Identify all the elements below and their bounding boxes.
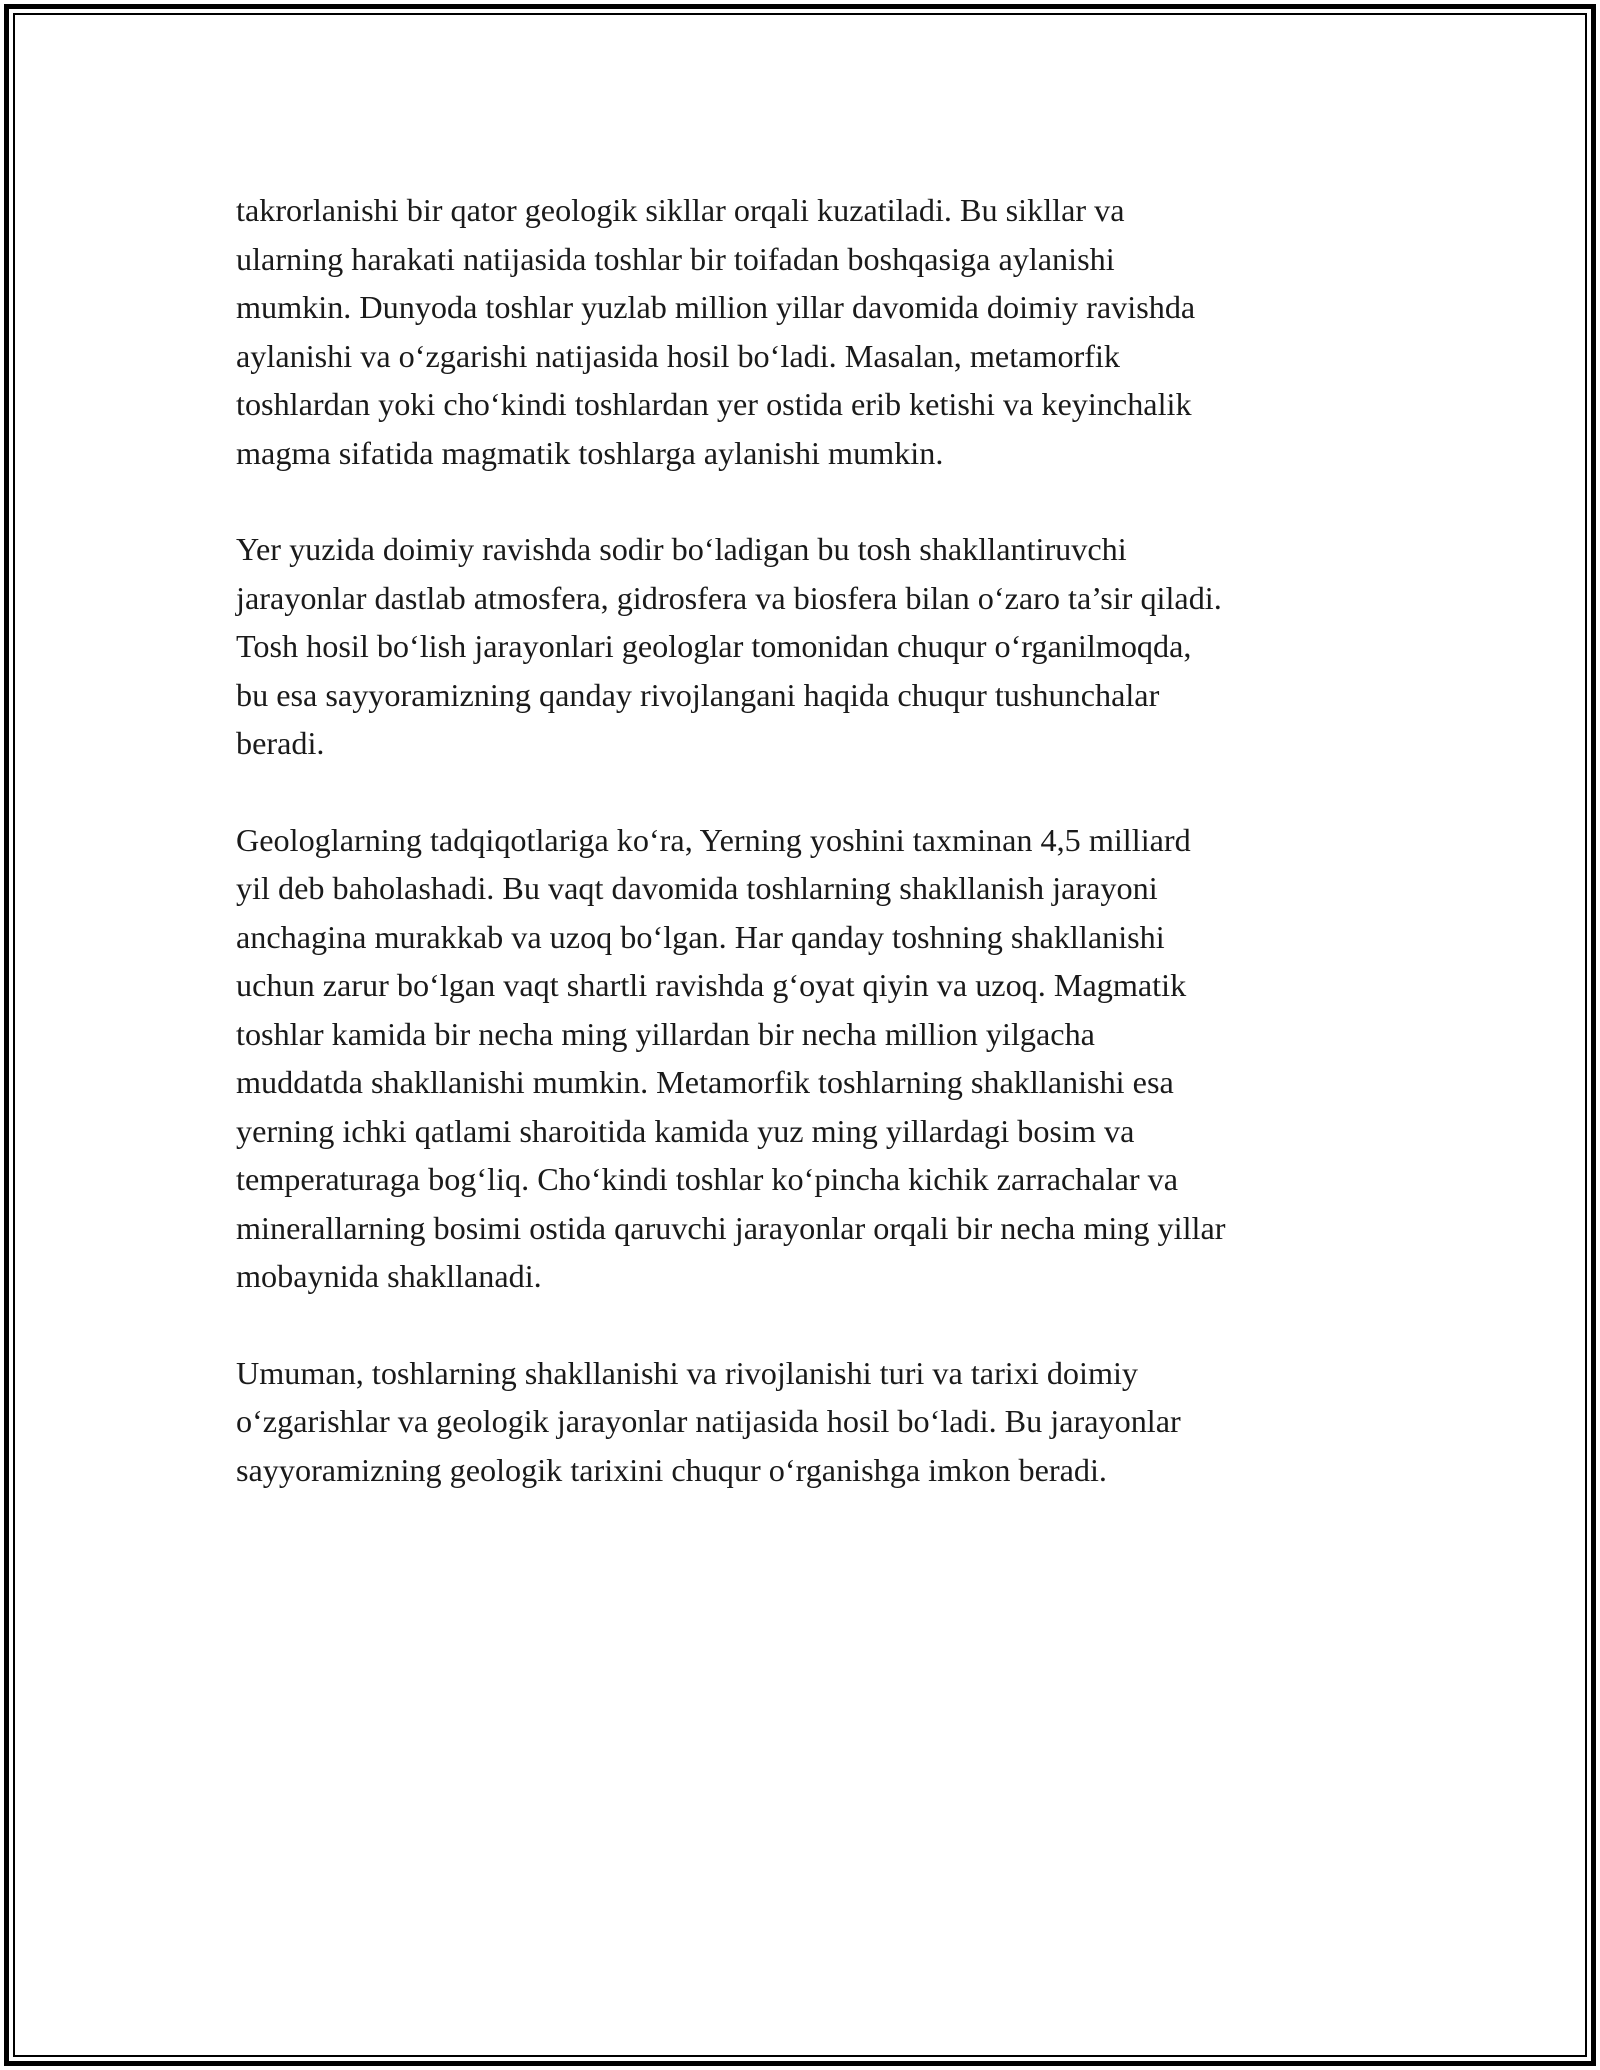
text-line: Yer yuzida doimiy ravishda sodir bo‘ladigan bu tosh shakllantiruvchi bbox=[236, 531, 1127, 567]
text-line: mumkin. Dunyoda toshlar yuzlab million yillar davomida doimiy ravishda bbox=[236, 289, 1196, 325]
text-line: o‘zgarishlar va geologik jarayonlar natijasida hosil bo‘ladi. Bu jarayonlar bbox=[236, 1403, 1181, 1439]
text-line: aylanishi va o‘zgarishi natijasida hosil bo‘ladi. Masalan, metamorfik bbox=[236, 337, 1121, 374]
document-body bbox=[236, 186, 1366, 1542]
text-line: muddatda shakllanishi mumkin. Metamorfik toshlarning shakllanishi esa bbox=[236, 1064, 1174, 1100]
text-line: Tosh hosil bo‘lish jarayonlari geologlar tomonidan chuqur o‘rganilmoqda, bbox=[236, 628, 1192, 664]
text-line: jarayonlar dastlab atmosfera, gidrosfera va biosfera bilan o‘zaro ta’sir qiladi. bbox=[236, 579, 1222, 616]
paragraph-2 bbox=[236, 525, 1366, 768]
text-line: bu esa sayyoramizning qanday rivojlangani haqida chuqur tushunchalar bbox=[236, 676, 1160, 713]
text-line: yerning ichki qatlami sharoitida kamida yuz ming yillardagi bosim va bbox=[236, 1112, 1135, 1149]
text-line: magma sifatida magmatik toshlarga aylanishi mumkin. bbox=[236, 434, 944, 471]
text-line: yil deb baholashadi. Bu vaqt davomida toshlarning shakllanish jarayoni bbox=[236, 870, 1158, 906]
text-line: sayyoramizning geologik tarixini chuqur o‘rganishga imkon beradi. bbox=[236, 1451, 1107, 1488]
paragraph-3 bbox=[236, 816, 1366, 1301]
text-line: ularning harakati natijasida toshlar bir toifadan boshqasiga aylanishi bbox=[236, 240, 1115, 277]
text-line: Umuman, toshlarning shakllanishi va rivojlanishi turi va tarixi doimiy bbox=[236, 1354, 1139, 1391]
text-line: temperaturaga bog‘liq. Cho‘kindi toshlar ko‘pincha kichik zarrachalar va bbox=[236, 1161, 1179, 1197]
text-line: uchun zarur bo‘lgan vaqt shartli ravishda g‘oyat qiyin va uzoq. Magmatik bbox=[236, 967, 1187, 1003]
text-line: anchagina murakkab va uzoq bo‘lgan. Har qanday toshning shakllanishi bbox=[236, 918, 1165, 955]
text-line: takrorlanishi bir qator geologik sikllar orqali kuzatiladi. Bu sikllar va bbox=[236, 192, 1125, 228]
text-line: toshlardan yoki cho‘kindi toshlardan yer ostida erib ketishi va keyinchalik bbox=[236, 386, 1192, 422]
text-line: beradi. bbox=[236, 725, 325, 761]
paragraph-1 bbox=[236, 186, 1366, 477]
text-line: toshlar kamida bir necha ming yillardan bir necha million yilgacha bbox=[236, 1015, 1095, 1052]
text-line: mobaynida shakllanadi. bbox=[236, 1258, 542, 1294]
text-line: Geologlarning tadqiqotlariga ko‘ra, Yerning yoshini taxminan 4,5 milliard bbox=[236, 821, 1191, 858]
text-line: minerallarning bosimi ostida qaruvchi jarayonlar orqali bir necha ming yillar bbox=[236, 1209, 1226, 1246]
paragraph-4 bbox=[236, 1349, 1366, 1495]
